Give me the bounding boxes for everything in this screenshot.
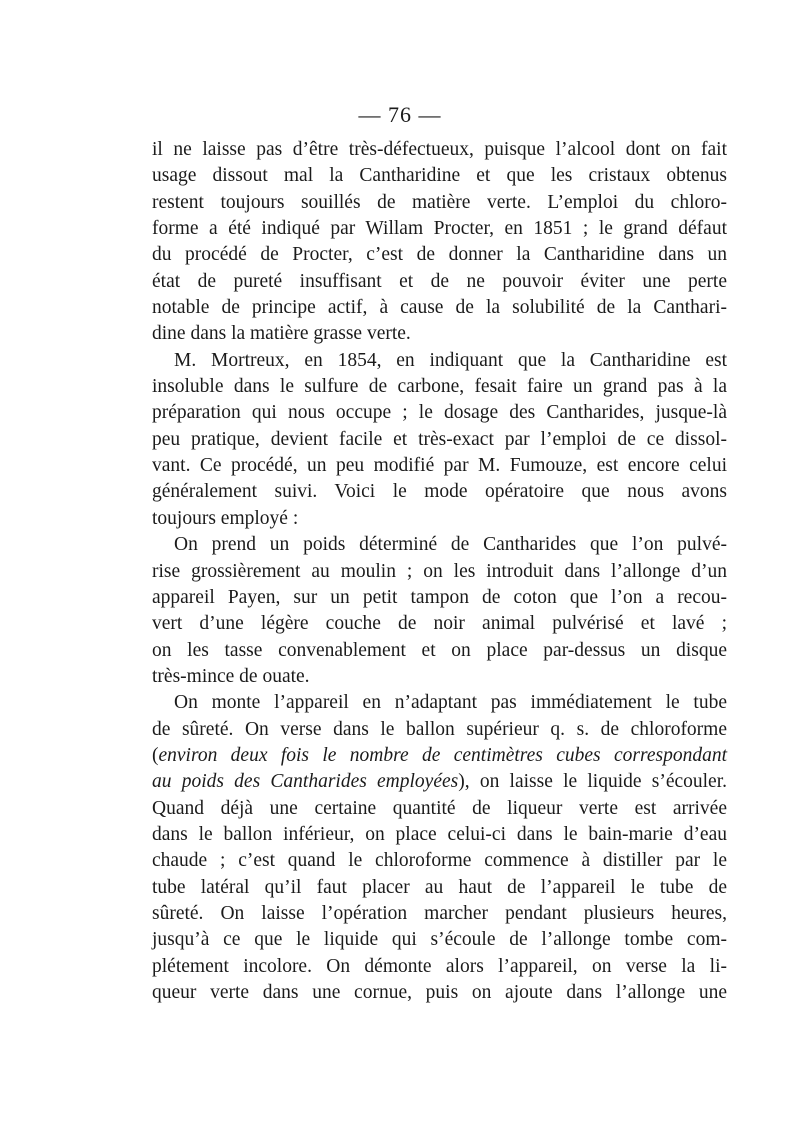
- text-line: rise grossièrement au moulin ; on les introduit dans l’allonge d’un: [152, 560, 727, 582]
- text-line: vert d’une légère couche de noir animal pulvérisé et lavé ;: [152, 613, 727, 635]
- text-line: vant. Ce procédé, un peu modifié par M. Fumouze, est encore celui: [152, 455, 727, 477]
- italic-text: environ deux fois le nombre de centimètres cubes correspondant: [158, 744, 727, 766]
- text-line: queur verte dans une cornue, puis on ajoute dans l’allonge une: [152, 982, 727, 1003]
- text-line: au poids des Cantharides employées), on laisse le liquide s’écouler.: [152, 771, 727, 793]
- text-line: M. Mortreux, en 1854, en indiquant que la Cantharidine est: [174, 349, 727, 371]
- text-line: (environ deux fois le nombre de centimètres cubes correspondant: [152, 744, 727, 766]
- text-line: jusqu’à ce que le liquide qui s’écoule de l’allonge tombe com-: [152, 929, 727, 951]
- text-line: dans le ballon inférieur, on place celui-ci dans le bain-marie d’eau: [152, 823, 727, 845]
- body-text: [152, 137, 727, 1006]
- text-line: généralement suivi. Voici le mode opératoire que nous avons: [152, 481, 727, 503]
- text-line: préparation qui nous occupe ; le dosage des Cantharides, jusque-là: [152, 402, 727, 424]
- text-line: insoluble dans le sulfure de carbone, fesait faire un grand pas à la: [152, 376, 727, 398]
- text-line: Quand déjà une certaine quantité de liqueur verte est arrivée: [152, 797, 727, 819]
- text-line: il ne laisse pas d’être très-défectueux, puisque l’alcool dont on fait: [152, 139, 727, 160]
- text-line: état de pureté insuffisant et de ne pouvoir éviter une perte: [152, 270, 727, 292]
- page-number-header: — 76 —: [358, 102, 442, 127]
- text-line: de sûreté. On verse dans le ballon supérieur q. s. de chloroforme: [152, 718, 727, 740]
- text-line: on les tasse convenablement et on place par-dessus un disque: [152, 639, 727, 661]
- text-line: usage dissout mal la Cantharidine et que les cristaux obtenus: [152, 165, 727, 187]
- text-line: dine dans la matière grasse verte.: [152, 323, 411, 345]
- text-line: tube latéral qu’il faut placer au haut de l’appareil le tube de: [152, 876, 727, 898]
- text-line: plétement incolore. On démonte alors l’appareil, on verse la li-: [152, 955, 727, 977]
- text-line: du procédé de Procter, c’est de donner la Cantharidine dans un: [152, 244, 727, 266]
- text-line: restent toujours souillés de matière verte. L’emploi du chloro-: [152, 191, 727, 213]
- text-line: forme a été indiqué par Willam Procter, en 1851 ; le grand défaut: [152, 218, 727, 240]
- text-line: chaude ; c’est quand le chloroforme commence à distiller par le: [152, 850, 727, 872]
- text-line: On monte l’appareil en n’adaptant pas immédiatement le tube: [174, 692, 727, 714]
- text-line: sûreté. On laisse l’opération marcher pendant plusieurs heures,: [152, 902, 727, 924]
- text-line: appareil Payen, sur un petit tampon de coton que l’on a recou-: [152, 586, 727, 608]
- text-line: peu pratique, devient facile et très-exact par l’emploi de ce dissol-: [152, 428, 727, 450]
- text-line: notable de principe actif, à cause de la solubilité de la Canthari-: [152, 297, 727, 319]
- text-line: très-mince de ouate.: [152, 665, 310, 687]
- text-line: toujours employé :: [152, 507, 299, 529]
- italic-text: au poids des Cantharides employées: [152, 771, 459, 793]
- text-line: On prend un poids déterminé de Cantharides que l’on pulvé-: [174, 534, 727, 556]
